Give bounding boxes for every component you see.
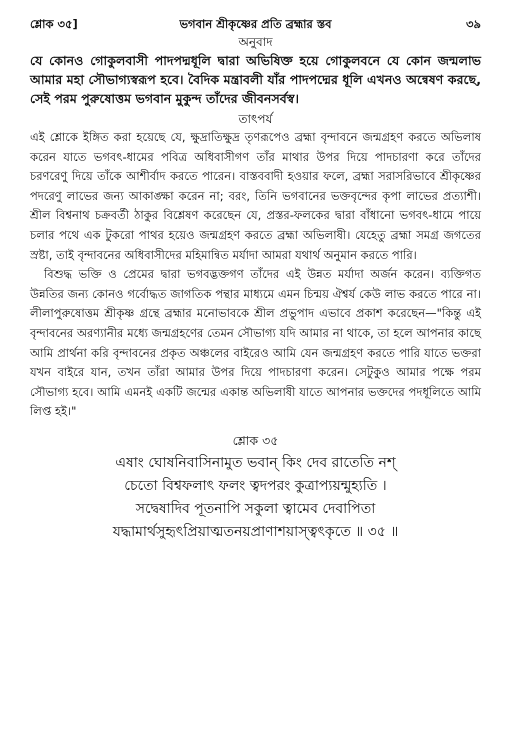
header-title: ভগবান শ্রীকৃষ্ণের প্রতি ব্রহ্মার স্তব (179, 17, 332, 31)
purport-body (30, 128, 481, 422)
verse-line: এষাং ঘোষনিবাসিনামুত ভবান্ কিং দেব রাতেতি নশ্ (115, 454, 396, 471)
purport-heading: তাৎপর্য (238, 112, 273, 126)
header-chapter-ref: শ্লোক ৩৫] (30, 17, 78, 31)
verse-line: যদ্ধামার্থসুহৃৎপ্রিয়াত্মতনয়প্রাণাশয়াস্ত্বৎকৃতে ॥ ৩৫ ॥ (112, 523, 399, 540)
purport-paragraph: বিশুদ্ধ ভক্তি ও প্রেমের দ্বারা ভগবদ্ভক্তগণ তাঁদের এই উন্নত মর্যাদা অর্জন করেন। ব্যক্তিগত উন্নতির জন্য কোনও গর্বোদ্ধত জাগতিক পন্থার মাধ্যমে এমন চিন্ময় ঐশ্বর্য কেউ লাভ করতে পারে না। লীলাপুরুষোত্তম শ্রীকৃষ্ণ গ্রন্থে ব্রহ্মার মনোভাবকে শ্রীল প্রভুপাদ এভাবে প্রকাশ করেছেন—"কিন্তু এই বৃন্দাবনের অরণ্যানীর মধ্যে জন্মগ্রহণের তেমন সৌভাগ্য যদি আমার না থাকে, তা হলে আপনার কাছে আমি প্রার্থনা করি বৃন্দাবনের প্রকৃত অঞ্চলের বাইরেও আমি যেন জন্মগ্রহণ করতে পারি যাতে ভক্তরা যখন বাইরে যান, তখন তাঁরা আমার উপর দিয়ে পাদচারণা করেন। সেটুকুও আমার পক্ষে পরম সৌভাগ্য হবে। আমি এমনই একটি জন্মের একান্ত অভিলাষী যাতে আপনার ভক্তদের পদধূলিতে আমি লিপ্ত হই।" (30, 267, 481, 419)
sanskrit-verse (30, 452, 481, 544)
verse-line: সদ্বেষাদিব পূতনাপি সকুলা ত্বামেব দেবাপিতা (135, 500, 376, 517)
translation-heading: অনুবাদ (238, 35, 273, 49)
verse-line: চেতো বিশ্বফলাৎ ফলং ত্বদপরং কুত্রাপ্যয়ন্মুহ্যতি । (124, 477, 387, 494)
page-number: ৩৯ (466, 17, 481, 31)
verse-title: শ্লোক ৩৫ (232, 432, 279, 448)
page-header (30, 8, 481, 34)
purport-paragraph: এই শ্লোকে ইঙ্গিত করা হয়েছে যে, ক্ষুদ্রাতিক্ষুদ্র তৃণরূপেও ব্রহ্মা বৃন্দাবনে জন্মগ্রহণ করতে অভিলাষ করেন যাতে ভগবৎ-ধামের পবিত্র অধিবাসীগণ তাঁর মাথার উপর দিয়ে পাদচারণা করে তাঁদের চরণরেণু দিয়ে তাঁকে আশীর্বাদ করতে পারেন। বাস্তববাদী হওয়ার ফলে, ব্রহ্মা সরাসরিভাবে শ্রীকৃষ্ণের পদরেণু লাভের জন্য আকাঙ্ক্ষা করেন না; বরং, তিনি ভগবানের ভক্তবৃন্দের কৃপা লাভের প্রত্যাশী। শ্রীল বিশ্বনাথ চক্রবর্তী ঠাকুর বিশ্লেষণ করেছেন যে, প্রস্তর-ফলকের দ্বারা বাঁধানো ভগবৎ-ধামে পায়ে চলার পথে এক টুকরো পাথর হয়েও জন্মগ্রহণ করতে ব্রহ্মা অভিলাষী। যেহেতু ব্রহ্মা সমগ্র জগতের স্রষ্টা, তাই বৃন্দাবনের অধিবাসীদের মহিমান্বিত মর্যাদা আমরা যথার্থ অনুমান করতে পারি। (30, 130, 481, 262)
translation-text: যে কোনও গোকুলবাসী পাদপদ্মধূলি দ্বারা অভিষিক্ত হয়ে গোকুলবনে যে কোন জন্মলাভ আমার মহা সৌভাগ্যস্বরূপ হবে। বৈদিক মন্ত্রাবলী যাঁর পাদপদ্মের ধূলি এখনও অন্বেষণ করছে, সেই পরম পুরুষোত্তম ভগবান মুকুন্দ তাঁদের জীবনসর্বস্ব। (30, 53, 481, 106)
